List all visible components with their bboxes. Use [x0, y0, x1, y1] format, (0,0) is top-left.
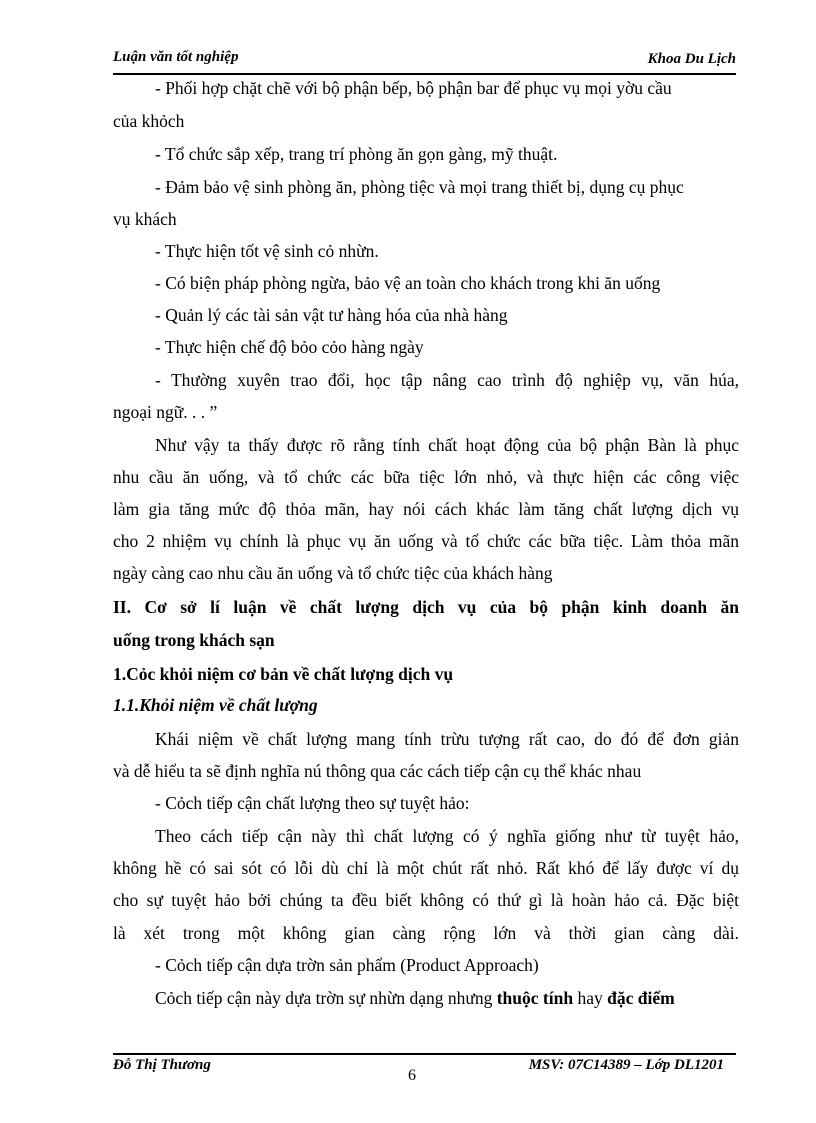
- section-heading: uống trong khách sạn: [113, 630, 275, 650]
- text-line: - Đảm bảo vệ sinh phòng ăn, phòng tiệc và mọi trang thiết bị, dụng cụ phục: [155, 177, 684, 197]
- text-line: - Phối hợp chặt chẽ với bộ phận bếp, bộ phận bar để phục vụ mọi yờu cầu: [155, 78, 672, 98]
- text-line: cho 2 nhiệm vụ chính là phục vụ ăn uống và tổ chức các bữa tiệc. Làm thỏa mãn: [113, 531, 739, 551]
- text-line: ngày càng cao nhu cầu ăn uống và tổ chức tiệc của khách hàng: [113, 563, 553, 583]
- text-line: của khỏch: [113, 111, 185, 131]
- text-line: [155, 987, 675, 1009]
- header-title: Luận văn tốt nghiệp: [113, 49, 239, 65]
- text-line: Theo cách tiếp cận này thì chất lượng có ý nghĩa giống như từ tuyệt hảo,: [155, 826, 739, 846]
- text-line: không hề có sai sót có lỗi dù chỉ là một chút rất nhỏ. Rất khó để lấy được ví dụ: [113, 858, 739, 878]
- text-line: vụ khách: [113, 209, 177, 229]
- text-line: cho sự tuyệt hảo bởi chúng ta đều biết không có thứ gì là hoàn hảo cả. Đặc biệt: [113, 890, 739, 910]
- text-line: làm gia tăng mức độ thỏa mãn, hay nói cách khác làm tăng chất lượng dịch vụ: [113, 499, 739, 519]
- text-line: - Có biện pháp phòng ngừa, bảo vệ an toàn cho khách trong khi ăn uống: [155, 273, 661, 293]
- subsection-heading: 1.Cỏc khỏi niệm cơ bản về chất lượng dịch vụ: [113, 664, 454, 684]
- text-line: Như vậy ta thấy được rõ rằng tính chất hoạt động của bộ phận Bàn là phục: [155, 435, 739, 455]
- page-header: [113, 47, 736, 75]
- text-line: - Thường xuyên trao đổi, học tập nâng cao trình độ nghiệp vụ, văn húa,: [155, 370, 739, 390]
- text-line: - Thực hiện tốt vệ sinh cỏ nhừn.: [155, 241, 379, 261]
- text-line: là xét trong một không gian càng rộng lớn và thời gian càng dài.: [113, 923, 739, 943]
- subsubsection-heading: 1.1.Khỏi niệm về chất lượng: [113, 695, 318, 715]
- text-line: - Tổ chức sắp xếp, trang trí phòng ăn gọn gàng, mỹ thuật.: [155, 144, 558, 164]
- text-line: - Cỏch tiếp cận dựa trờn sản phẩm (Product Approach): [155, 955, 539, 975]
- bold-term: đặc điểm: [607, 988, 675, 1008]
- header-department: Khoa Du Lịch: [647, 51, 736, 67]
- footer-author: Đỗ Thị Thương: [113, 1057, 211, 1073]
- text-line: ngoại ngữ. . . ”: [113, 402, 218, 422]
- text-line: - Thực hiện chế độ bỏo cỏo hàng ngày: [155, 337, 424, 357]
- section-heading: II. Cơ sở lí luận về chất lượng dịch vụ của bộ phận kinh doanh ăn: [113, 597, 739, 617]
- text-line: nhu cầu ăn uống, và tổ chức các bữa tiệc lớn nhỏ, và thực hiện các công việc: [113, 467, 739, 487]
- text-run: hay: [573, 988, 608, 1008]
- text-line: - Cỏch tiếp cận chất lượng theo sự tuyệt hảo:: [155, 793, 470, 813]
- page-footer: [113, 1057, 736, 1087]
- footer-rule: [113, 1053, 736, 1055]
- bold-term: thuộc tính: [496, 988, 574, 1008]
- text-line: và dễ hiểu ta sẽ định nghĩa nú thông qua các cách tiếp cận cụ thể khác nhau: [113, 761, 642, 781]
- page-number: 6: [408, 1067, 416, 1084]
- footer-student-id: MSV: 07C14389 – Lớp DL1201: [528, 1057, 724, 1073]
- text-line: Khái niệm về chất lượng mang tính trừu tượng rất cao, do đó để đơn giản: [155, 729, 739, 749]
- text-line: - Quản lý các tài sản vật tư hàng hóa của nhà hàng: [155, 305, 508, 325]
- text-run: Cỏch tiếp cận này dựa trờn sự nhừn dạng nhưng: [155, 988, 497, 1008]
